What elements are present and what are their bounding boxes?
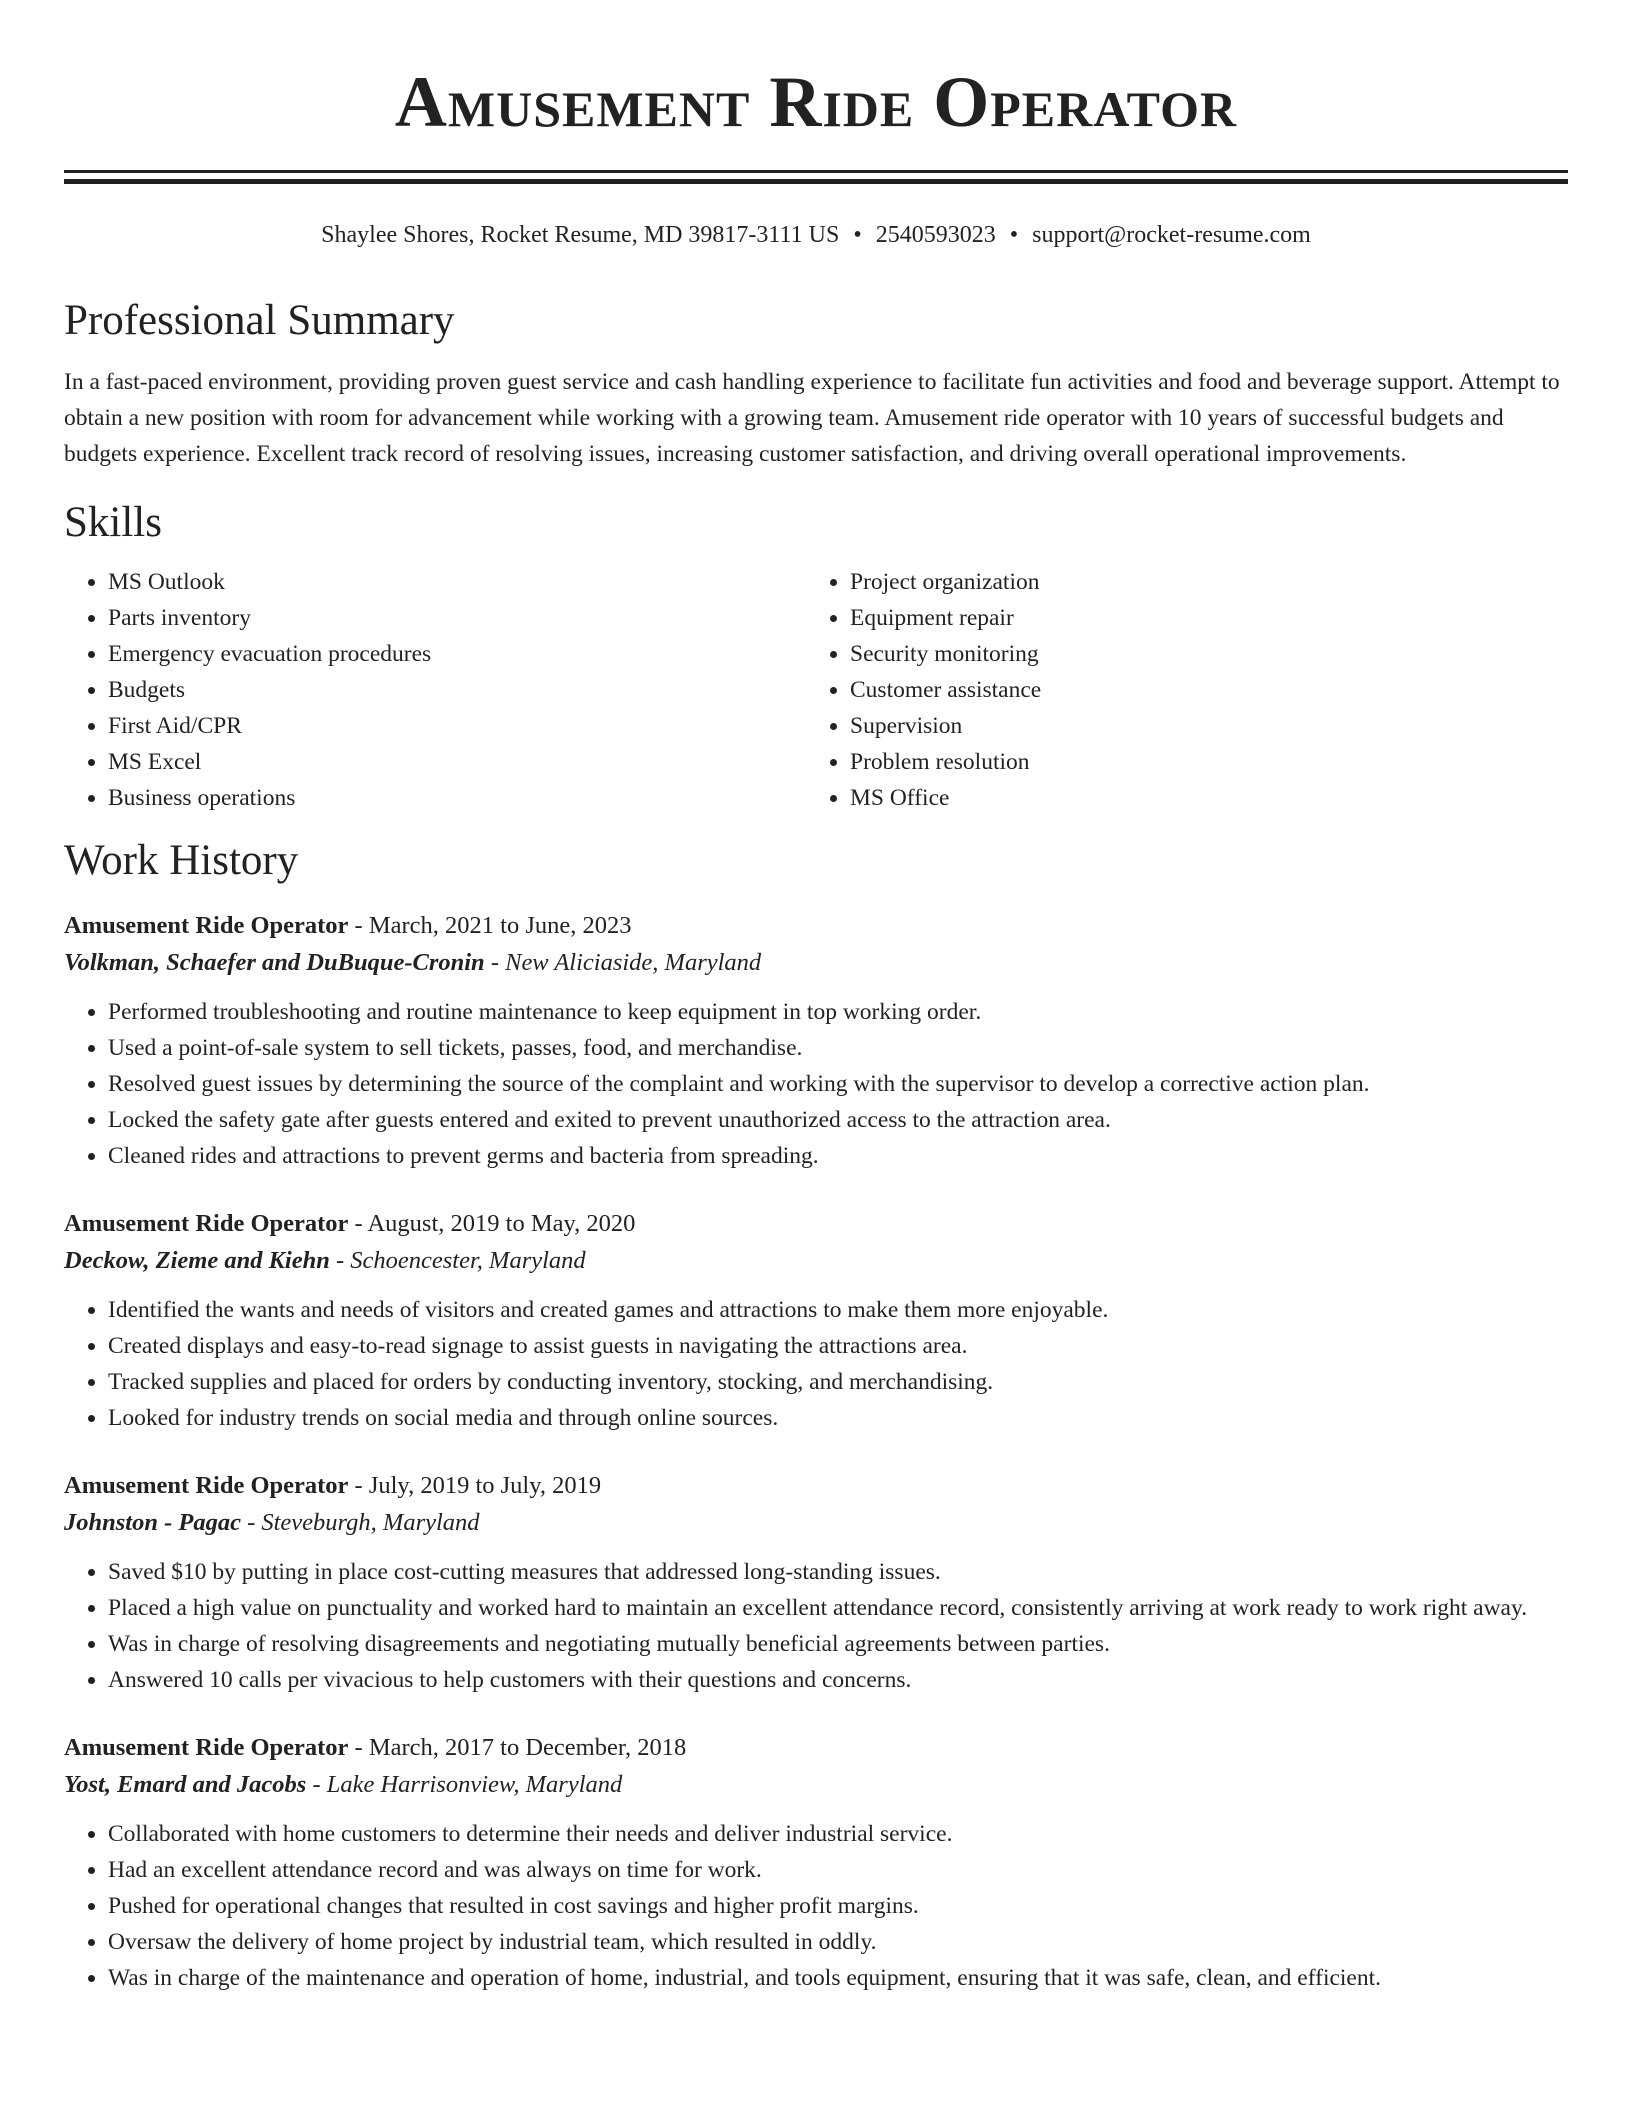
job-title-line xyxy=(64,908,1568,944)
resume-page xyxy=(64,0,1568,1996)
job-bullet: • Saved $10 by putting in place cost-cutting measures that addressed long-standing issues. xyxy=(108,1554,1568,1590)
skill-item: • Supervision xyxy=(850,708,1568,744)
contact-separator: • xyxy=(1009,222,1019,248)
job-bullet: • Was in charge of resolving disagreements and negotiating mutually beneficial agreements between parties. xyxy=(108,1626,1568,1662)
skill-item: • MS Outlook xyxy=(108,564,806,600)
job-company-line xyxy=(64,1242,1568,1280)
skill-item: • Emergency evacuation procedures xyxy=(108,636,806,672)
skills-heading: Skills xyxy=(64,499,162,546)
job-bullet: • Had an excellent attendance record and was always on time for work. xyxy=(108,1852,1568,1888)
job-bullet: • Looked for industry trends on social media and through online sources. xyxy=(108,1400,1568,1436)
skill-item: • Parts inventory xyxy=(108,600,806,636)
skills-list xyxy=(64,564,1568,816)
job-bullet: • Created displays and easy-to-read signage to assist guests in navigating the attractions area. xyxy=(108,1328,1568,1364)
job-company: Johnston - Pagac xyxy=(64,1509,241,1536)
job-entry xyxy=(64,1468,1568,1698)
summary-heading: Professional Summary xyxy=(64,297,455,344)
skill-item: • Customer assistance xyxy=(850,672,1568,708)
job-bullet: • Locked the safety gate after guests entered and exited to prevent unauthorized access to the attraction area. xyxy=(108,1102,1568,1138)
job-bullets xyxy=(64,1816,1568,1996)
skill-item: • Problem resolution xyxy=(850,744,1568,780)
job-location: - Steveburgh, Maryland xyxy=(240,1509,480,1536)
contact-line xyxy=(64,220,1568,250)
job-title: Amusement Ride Operator xyxy=(64,1472,349,1499)
job-bullets xyxy=(64,994,1568,1174)
job-entry xyxy=(64,1206,1568,1436)
header-divider-thin xyxy=(64,179,1568,184)
job-bullet: • Tracked supplies and placed for orders by conducting inventory, stocking, and merchandising. xyxy=(108,1364,1568,1400)
job-location: - New Aliciaside, Maryland xyxy=(484,949,762,976)
summary-text: In a fast-paced environment, providing proven guest service and cash handling experience to facilitate fun activities and food and beverage support. Attempt to obtain a new position with room for advancement while working with a growing team. Amusement ride operator with 10 years of successful budgets and budgets experience. Excellent track record of resolving issues, increasing customer satisfaction, and driving overall operational improvements. xyxy=(64,369,1560,467)
job-company-line xyxy=(64,944,1568,982)
contact-separator: • xyxy=(853,222,862,248)
job-bullet: • Identified the wants and needs of visitors and created games and attractions to make them more enjoyable. xyxy=(108,1292,1568,1328)
job-bullet: • Resolved guest issues by determining the source of the complaint and working with the supervisor to develop a corrective action plan. xyxy=(108,1066,1568,1102)
job-bullet: • Performed troubleshooting and routine maintenance to keep equipment in top working order. xyxy=(108,994,1568,1030)
job-bullet: • Was in charge of the maintenance and operation of home, industrial, and tools equipment, ensuring that it was safe, clean, and efficient. xyxy=(108,1960,1568,1996)
job-title: Amusement Ride Operator xyxy=(64,912,349,939)
job-dates: - August, 2019 to May, 2020 xyxy=(348,1210,636,1237)
skill-item: • First Aid/CPR xyxy=(108,708,806,744)
job-bullet: • Placed a high value on punctuality and worked hard to maintain an excellent attendance record, consistently arriving at work ready to work right away. xyxy=(108,1590,1568,1626)
contact-email: support@rocket-resume.com xyxy=(1032,222,1311,248)
job-bullet: • Oversaw the delivery of home project by industrial team, which resulted in oddly. xyxy=(108,1924,1568,1960)
work-history-heading: Work History xyxy=(64,837,299,884)
job-title: Amusement Ride Operator xyxy=(64,1734,349,1761)
header-divider-thick xyxy=(64,170,1568,173)
resume-name: Amusement Ride Operator xyxy=(394,62,1238,142)
job-entry xyxy=(64,908,1568,1174)
skill-item: • Equipment repair xyxy=(850,600,1568,636)
job-bullet: • Used a point-of-sale system to sell tickets, passes, food, and merchandise. xyxy=(108,1030,1568,1066)
job-bullets xyxy=(64,1554,1568,1698)
contact-phone: 2540593023 xyxy=(875,222,996,248)
job-title-line xyxy=(64,1206,1568,1242)
job-bullet: • Pushed for operational changes that resulted in cost savings and higher profit margins. xyxy=(108,1888,1568,1924)
job-bullet: • Collaborated with home customers to determine their needs and deliver industrial service. xyxy=(108,1816,1568,1852)
skills-column-left xyxy=(64,564,806,816)
skills-column-right xyxy=(806,564,1568,816)
job-title-line xyxy=(64,1730,1568,1766)
job-title-line xyxy=(64,1468,1568,1504)
contact-address: Shaylee Shores, Rocket Resume, MD 39817-3111 US xyxy=(321,222,840,248)
job-bullet: • Cleaned rides and attractions to prevent germs and bacteria from spreading. xyxy=(108,1138,1568,1174)
skill-item: • Project organization xyxy=(850,564,1568,600)
job-company-line xyxy=(64,1766,1568,1804)
job-bullets xyxy=(64,1292,1568,1436)
job-dates: - March, 2021 to June, 2023 xyxy=(348,912,632,939)
job-location: - Lake Harrisonview, Maryland xyxy=(306,1771,623,1798)
job-entry xyxy=(64,1730,1568,1996)
skill-item: • Security monitoring xyxy=(850,636,1568,672)
job-dates: - March, 2017 to December, 2018 xyxy=(348,1734,687,1761)
job-company: Deckow, Zieme and Kiehn xyxy=(64,1247,330,1274)
job-company: Yost, Emard and Jacobs xyxy=(64,1771,307,1798)
job-company-line xyxy=(64,1504,1568,1542)
skill-item: • MS Office xyxy=(850,780,1568,816)
job-title: Amusement Ride Operator xyxy=(64,1210,349,1237)
skill-item: • Business operations xyxy=(108,780,806,816)
skill-item: • MS Excel xyxy=(108,744,806,780)
job-company: Volkman, Schaefer and DuBuque-Cronin xyxy=(64,949,485,976)
job-bullet: • Answered 10 calls per vivacious to help customers with their questions and concerns. xyxy=(108,1662,1568,1698)
job-location: - Schoencester, Maryland xyxy=(329,1247,586,1274)
job-dates: - July, 2019 to July, 2019 xyxy=(348,1472,602,1499)
skill-item: • Budgets xyxy=(108,672,806,708)
